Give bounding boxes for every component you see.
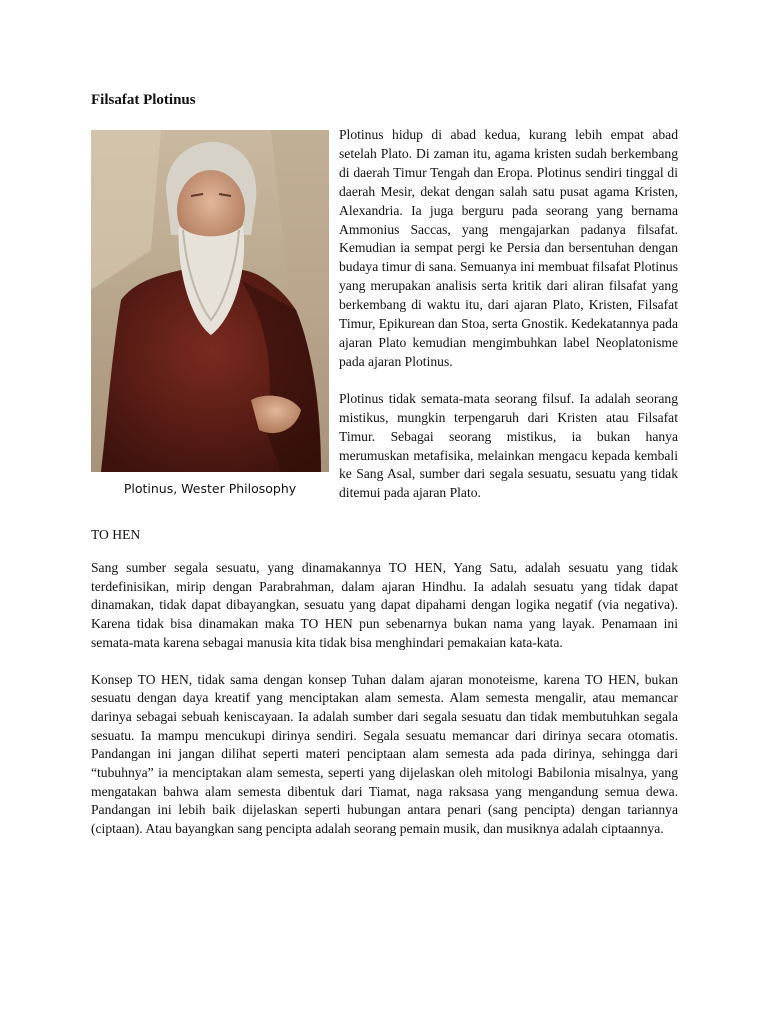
- figure-caption: Plotinus, Wester Philosophy: [123, 481, 297, 496]
- page-title: Filsafat Plotinus: [91, 92, 196, 108]
- section-paragraph-1: Sang sumber segala sesuatu, yang dinamakannya TO HEN, Yang Satu, adalah sesuatu yang tidak terdefinisikan, mirip dengan Parabrahman, dalam ajaran Hindhu. Ia adalah sesuatu yang tidak dapat dinamakan, tidak dapat dibayangkan, sesuatu yang dapat dipahami dengan logika negatif (via negativa). Karena tidak bisa dinamakan maka TO HEN pun sebenarnya bukan nama yang layak. Penamaan ini semata-mata karena sebagai manusia kita tidak bisa menghindari pemakaian kata-kata.: [91, 560, 678, 650]
- intro-paragraph-2: Plotinus tidak semata-mata seorang filsuf. Ia adalah seorang mistikus, mungkin terpengaruh dari Kristen atau Filsafat Timur. Sebagai seorang mistikus, ia bukan hanya merumuskan metafisika, melainkan mengacu kepada kembali ke Sang Asal, sumber dari segala sesuatu, sesuatu yang tidak ditemui pada ajaran Plato.: [339, 390, 678, 501]
- section-paragraph-2: Konsep TO HEN, tidak sama dengan konsep Tuhan dalam ajaran monoteisme, karena TO HEN, bukan sesuatu dengan daya kreatif yang menciptakan alam semesta. Alam semesta mengalir, atau memancar darinya sebagai sebuah keniscayaan. Ia adalah sumber dari segala sesuatu dan tidak membutuhkan segala sesuatu. Ia mampu mencukupi dirinya sendiri. Segala sesuatu memancar dari dirinya secara otomatis. Pandangan ini jangan dilihat seperti materi penciptaan alam semesta ada pada dirinya, sehingga dari “tubuhnya” ia menciptakan alam semesta, seperti yang dijelaskan oleh mitologi Babilonia misalnya, yang mengatakan bahwa alam semesta dibentuk dari Tiamat, naga raksasa yang mengandung semua dewa. Pandangan ini lebih baik dijelaskan seperti hubungan antara penari (sang pencipta) dengan tariannya (ciptaan). Atau bayangkan sang pencipta adalah seorang pemain musik, dan musiknya adalah ciptaannya.: [91, 671, 678, 837]
- section-heading: TO HEN: [91, 527, 141, 542]
- section-body: [91, 559, 678, 857]
- intro-paragraph-1: Plotinus hidup di abad kedua, kurang lebih empat abad setelah Plato. Di zaman itu, agama kristen sudah berkembang di daerah Timur Tengah dan Eropa. Plotinus sendiri tinggal di daerah Mesir, dekat dengan salah satu pusat agama Kristen, Alexandria. Ia juga berguru pada seorang yang bernama Ammonius Saccas, yang mengajarkan padanya filsafat. Kemudian ia sempat pergi ke Persia dan bersentuhan dengan budaya timur di sana. Semuanya ini membuat filsafat Plotinus yang merupakan analisis serta kritik dari aliran filsafat yang berkembang di waktu itu, dari ajaran Plato, Kristen, Filsafat Timur, Epikurean dan Stoa, serta Gnostik. Kedekatannya pada ajaran Plato kemudian mengimbuhkan label Neoplatonisme pada ajaran Plotinus.: [339, 127, 678, 369]
- portrait-image: [91, 130, 329, 472]
- intro-column: [339, 126, 678, 521]
- figure: [91, 130, 329, 496]
